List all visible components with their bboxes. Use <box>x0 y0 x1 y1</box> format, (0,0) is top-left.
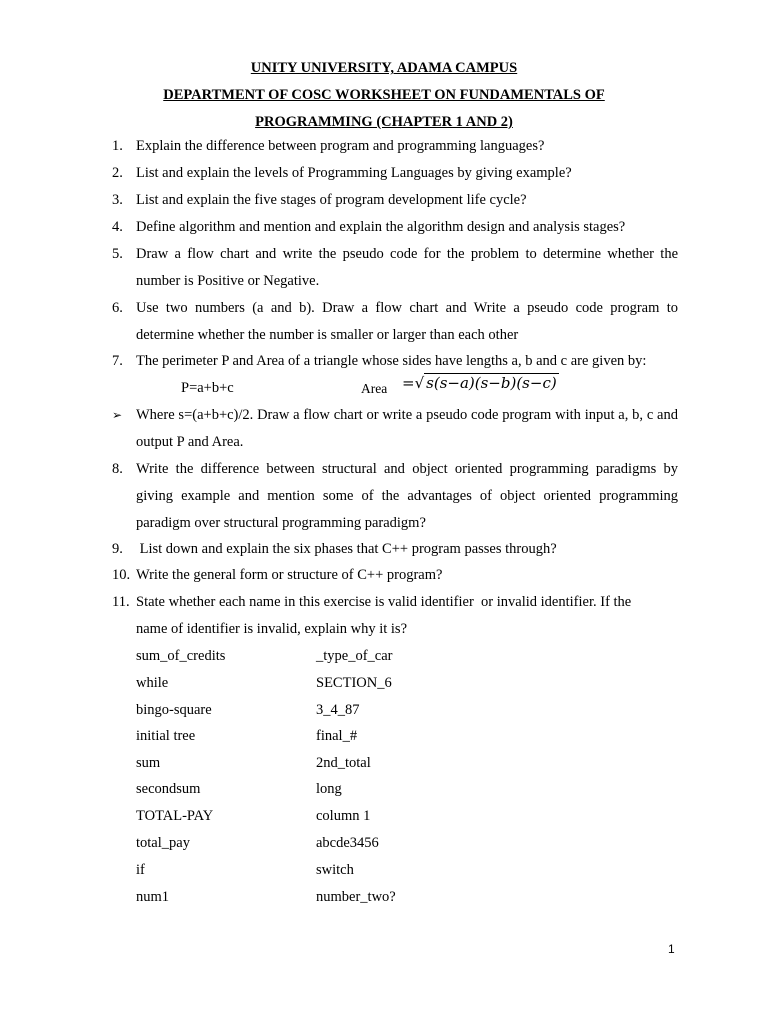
question-3 <box>112 187 678 214</box>
question-text: List down and explain the six phases that C++ program passes through? <box>136 541 557 557</box>
question-text: State whether each name in this exercise is valid identifier or invalid identifier. If the name of identifier is invalid, explain why it is? <box>136 594 635 637</box>
identifier-item: bingo-square <box>136 702 212 718</box>
identifier-item: 3_4_87 <box>316 702 360 718</box>
question-text: Write the difference between structural and object oriented programming paradigms by giving example and mention some of the advantages of object oriented programming paradigm over structural programming paradigm? <box>136 461 678 531</box>
area-radicand: s(s−a)(s−b)(s−c) <box>426 374 557 392</box>
question-9 <box>112 536 678 563</box>
bullet-text: Where s=(a+b+c)/2. Draw a flow chart or write a pseudo code program with input a, b, c and output P and Area. <box>136 407 678 450</box>
question-number: 2. <box>112 165 123 181</box>
identifier-item: switch <box>316 862 354 878</box>
question-number: 7. <box>112 353 123 369</box>
question-text: List and explain the levels of Programming Languages by giving example? <box>136 165 572 181</box>
area-label: Area <box>361 381 388 396</box>
question-10 <box>112 562 678 589</box>
question-text: Use two numbers (a and b). Draw a flow chart and Write a pseudo code program to determine whether the number is smaller or larger than each other <box>136 300 678 343</box>
question-number: 6. <box>112 300 123 316</box>
question-text: Define algorithm and mention and explain the algorithm design and analysis stages? <box>136 219 626 235</box>
equals-sign: = <box>402 374 415 392</box>
question-text: List and explain the five stages of program development life cycle? <box>136 192 527 208</box>
header-university: UNITY UNIVERSITY, ADAMA CAMPUS <box>250 60 518 76</box>
identifier-item: if <box>136 862 145 878</box>
identifier-item: sum <box>136 755 161 771</box>
page-number: 1 <box>668 942 675 956</box>
arrow-bullet-icon: ➢ <box>112 408 123 422</box>
question-number: 9. <box>112 541 123 557</box>
identifier-item: _type_of_car <box>316 648 393 664</box>
question-7 <box>112 348 678 375</box>
question-number: 3. <box>112 192 123 208</box>
radical-sign: √ <box>414 374 425 392</box>
question-5 <box>112 241 678 295</box>
question-number: 1. <box>112 138 123 154</box>
question-number: 4. <box>112 219 123 235</box>
question-number: 11. <box>112 594 130 610</box>
identifier-item: abcde3456 <box>316 835 379 851</box>
question-1 <box>112 133 678 160</box>
area-formula <box>402 373 559 393</box>
question-number: 5. <box>112 246 123 262</box>
identifier-item: number_two? <box>316 889 396 905</box>
question-11 <box>112 589 652 643</box>
identifier-item: final_# <box>316 728 358 744</box>
question-2 <box>112 160 678 187</box>
question-text: Write the general form or structure of C++ program? <box>136 567 443 583</box>
identifier-item: initial tree <box>136 728 196 744</box>
identifier-item: secondsum <box>136 781 201 797</box>
bullet-note <box>112 402 678 456</box>
question-number: 8. <box>112 461 123 477</box>
identifier-item: while <box>136 675 169 691</box>
identifier-item: num1 <box>136 889 170 905</box>
identifier-item: column 1 <box>316 808 371 824</box>
question-text: Draw a flow chart and write the pseudo code for the problem to determine whether the number is Positive or Negative. <box>136 246 678 289</box>
perimeter-formula: P=a+b+c <box>181 380 234 396</box>
identifier-item: TOTAL-PAY <box>136 808 214 824</box>
identifier-item: 2nd_total <box>316 755 371 771</box>
identifier-item: sum_of_credits <box>136 648 226 664</box>
question-text: The perimeter P and Area of a triangle whose sides have lengths a, b and c are given by: <box>136 353 647 369</box>
question-8 <box>112 456 678 537</box>
header-chapter: PROGRAMMING (CHAPTER 1 AND 2) <box>255 114 513 130</box>
identifier-item: SECTION_6 <box>316 675 392 691</box>
identifier-item: long <box>316 781 342 797</box>
identifier-item: total_pay <box>136 835 190 851</box>
question-text: Explain the difference between program and programming languages? <box>136 138 545 154</box>
question-number: 10. <box>112 567 131 583</box>
header-department: DEPARTMENT OF COSC WORKSHEET ON FUNDAMENTALS OF <box>163 87 605 103</box>
question-4 <box>112 214 678 241</box>
question-6 <box>112 295 678 349</box>
